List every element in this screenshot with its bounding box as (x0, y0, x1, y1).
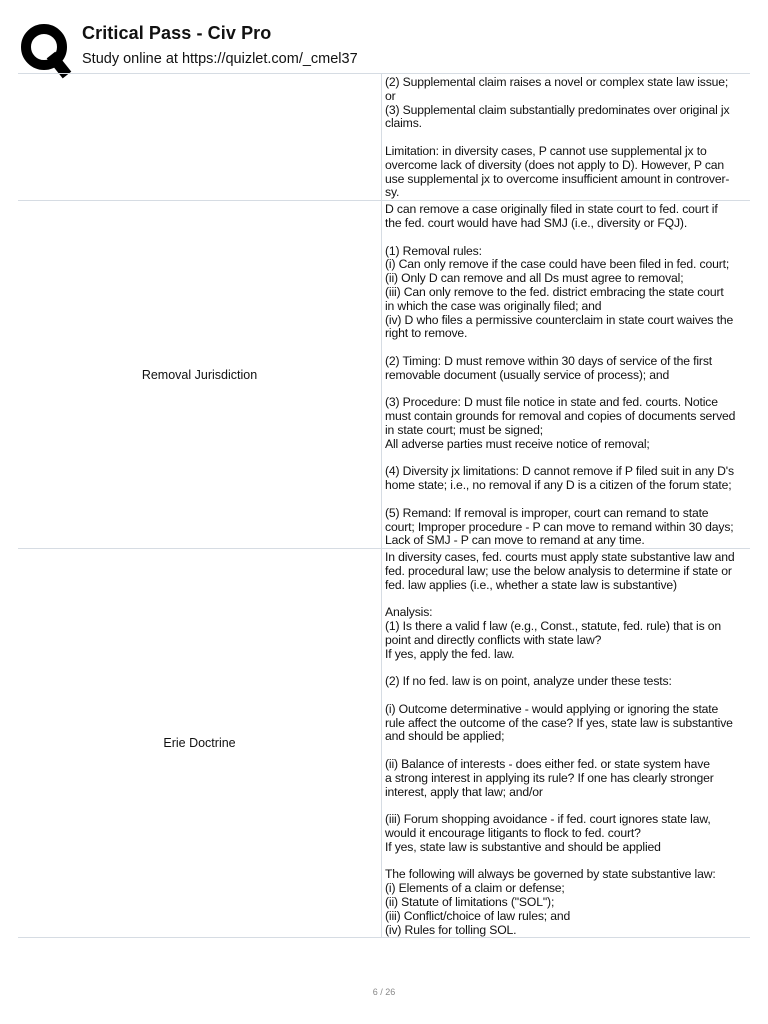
definition-line: (2) Supplemental claim raises a novel or complex state law issue; (385, 75, 729, 89)
definition-line: and should be applied; (385, 729, 505, 744)
definition-cell (382, 74, 750, 200)
definition-line: (i) Outcome determinative - would applying or ignoring the state (385, 701, 719, 716)
definition-line: Analysis: (385, 605, 433, 620)
definition-line: (2) If no fed. law is on point, analyze under these tests: (385, 674, 672, 689)
definition-line: All adverse parties must receive notice of removal; (385, 436, 650, 451)
definition-line: (i) Elements of a claim or defense; (385, 881, 565, 896)
definition-line (385, 855, 750, 869)
definition-line: in state court; must be signed; (385, 422, 543, 437)
definition-line: If yes, apply the fed. law. (385, 646, 515, 661)
table-row (18, 74, 750, 201)
term-cell (18, 74, 382, 200)
definition-line: fed. procedural law; use the below analysis to determine if state or (385, 563, 732, 578)
page-number: 6 / 26 (372, 987, 396, 997)
definition-line (385, 341, 750, 355)
flashcard-table (18, 73, 750, 938)
term-cell: Removal Jurisdiction (18, 201, 382, 548)
definition-line: (iii) Conflict/choice of law rules; and (385, 908, 571, 923)
definition-line: If yes, state law is substantive and should be applied (385, 839, 661, 854)
definition-line: Lack of SMJ - P can move to remand at any time. (385, 533, 645, 548)
definition-line: a strong interest in applying its rule? If one has clearly stronger (385, 770, 714, 785)
definition-line (385, 231, 750, 245)
definition-line: D can remove a case originally filed in state court to fed. court if (385, 202, 718, 217)
definition-line (385, 452, 750, 466)
header (18, 16, 758, 76)
definition-line: court; Improper procedure - P can move to remand within 30 days; (385, 519, 734, 534)
definition-cell (382, 201, 750, 548)
definition-line: in which the case was originally filed; and (385, 298, 602, 313)
definition-line: (ii) Balance of interests - does either fed. or state system have (385, 757, 710, 772)
definition-line: claims. (385, 116, 422, 131)
definition-line (385, 744, 750, 758)
table-row (18, 201, 750, 549)
definition-line (385, 493, 750, 507)
definition-line: The following will always be governed by state substantive law: (385, 867, 716, 882)
definition-line: use supplemental jx to overcome insufficient amount in controver- (385, 171, 730, 186)
definition-line: (1) Removal rules: (385, 243, 482, 258)
definition-line: (3) Procedure: D must file notice in state and fed. courts. Notice (385, 395, 718, 410)
definition-line: removable document (usually service of process); and (385, 367, 670, 382)
definition-line: the fed. court would have had SMJ (i.e., diversity or FQJ). (385, 215, 688, 230)
definition-line: or (385, 88, 396, 103)
definition-line (385, 689, 750, 703)
definition-line (385, 661, 750, 675)
definition-line: (ii) Statute of limitations ("SOL"); (385, 895, 555, 910)
definition-line (385, 799, 750, 813)
definition-line: right to remove. (385, 326, 468, 341)
definition-line: fed. law applies (i.e., whether a state law is substantive) (385, 577, 677, 592)
definition-line: (5) Remand: If removal is improper, court can remand to state (385, 505, 709, 520)
definition-line: (i) Can only remove if the case could have been filed in fed. court; (385, 257, 730, 272)
definition-line: overcome lack of diversity (does not apply to D). However, P can (385, 157, 725, 172)
definition-line: (iv) Rules for tolling SOL. (385, 922, 517, 937)
definition-line (385, 131, 750, 145)
definition-line: would it encourage litigants to flock to fed. court? (385, 826, 641, 841)
definition-line: (1) Is there a valid f law (e.g., Const., statute, fed. rule) that is on (385, 619, 722, 634)
definition-line: Limitation: in diversity cases, P cannot use supplemental jx to (385, 143, 707, 158)
definition-cell (382, 549, 750, 937)
definition-line: rule affect the outcome of the case? If yes, state law is substantive (385, 715, 733, 730)
page-title: Critical Pass - Civ Pro (82, 23, 272, 43)
definition-line: point and directly conflicts with state law? (385, 632, 602, 647)
definition-line: (iii) Forum shopping avoidance - if fed. court ignores state law, (385, 812, 711, 827)
table-row (18, 549, 750, 938)
definition-line: (4) Diversity jx limitations: D cannot remove if P filed suit in any D's (385, 464, 734, 479)
definition-line: home state; i.e., no removal if any D is a citizen of the forum state; (385, 478, 732, 493)
definition-line (385, 383, 750, 397)
definition-line: interest, apply that law; and/or (385, 784, 543, 799)
definition-line: (ii) Only D can remove and all Ds must agree to removal; (385, 271, 684, 286)
definition-line (385, 592, 750, 606)
definition-line: In diversity cases, fed. courts must apply state substantive law and (385, 550, 735, 565)
definition-line: (iii) Can only remove to the fed. district embracing the state court (385, 284, 724, 299)
definition-line: sy. (385, 185, 400, 200)
quizlet-logo-icon (20, 22, 72, 80)
definition-line: (2) Timing: D must remove within 30 days of service of the first (385, 353, 713, 368)
definition-line: (iv) D who files a permissive counterclaim in state court waives the (385, 312, 734, 327)
study-link[interactable]: Study online at https://quizlet.com/_cmel37 (82, 51, 358, 67)
definition-line: (3) Supplemental claim substantially predominates over original jx (385, 102, 730, 117)
definition-line: must contain grounds for removal and copies of documents served (385, 409, 736, 424)
term-cell: Erie Doctrine (18, 549, 382, 937)
